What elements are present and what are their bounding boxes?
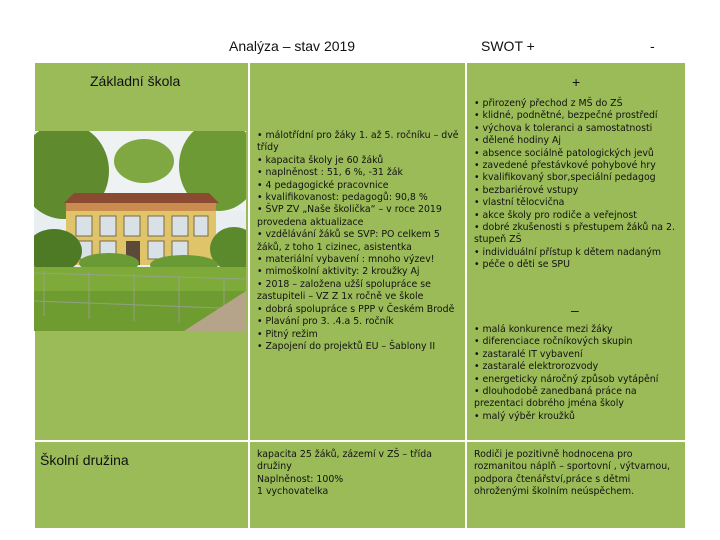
list-item: • dobrá spolupráce s PPP v Českém Brodě: [257, 303, 455, 315]
list-item: • kvalifikovanost: pedagogů: 90,8 %: [257, 192, 428, 204]
list-item: • bezbariérové vstupy: [474, 184, 579, 196]
list-item: • Zapojení do projektů EU – Šablony II: [257, 340, 436, 352]
list-item: • kvalifikovaný sbor,speciální pedagog: [474, 172, 656, 184]
list-item: • zastaralé elektrorozvody: [474, 361, 599, 373]
list-item: • vlastní tělocvična: [474, 197, 565, 209]
list-item: • kapacita školy je 60 žáků: [257, 154, 384, 166]
list-item: • zastaralé IT vybavení: [474, 348, 583, 360]
list-item: • malý výběr kroužků: [474, 410, 575, 422]
list-item: kapacita 25 žáků, zázemí v ZŠ – třída družiny: [257, 449, 432, 473]
school-building-photo: [34, 131, 246, 331]
list-item: • absence sociálně patologických jevů: [474, 147, 654, 159]
list-item: • zavedené přestávkové pohybové hry: [474, 160, 656, 172]
list-item: • materiální vybavení : mnoho výzev!: [257, 254, 435, 266]
list-item: • mimoškolní aktivity: 2 kroužky Aj: [257, 266, 420, 278]
row-heading-zakladni-skola: Základní škola: [90, 73, 181, 89]
list-item: Naplněnost: 100%: [257, 473, 344, 485]
strengths-plus-sign: +: [572, 74, 581, 90]
row-heading-skolni-druzina: Školní družina: [40, 452, 129, 468]
list-item: • výchova k toleranci a samostatnosti: [474, 122, 653, 134]
list-item: • 2018 – založena užší spolupráce se zastupiteli – VZ Z 1x ročně ve škole: [257, 278, 431, 303]
list-item: • dělené hodiny Aj: [474, 135, 562, 147]
list-item: • energeticky náročný způsob vytápění: [474, 373, 659, 385]
list-item: • diferenciace ročníkových skupin: [474, 336, 633, 348]
list-item: • Plavání pro 3. .4.a 5. ročník: [257, 316, 394, 328]
list-item: • Pitný režim: [257, 328, 318, 340]
list-item: • klidné, podnětné, bezpečné prostředí: [474, 110, 658, 122]
list-item: • malá konkurence mezi žáky: [474, 324, 613, 335]
swot-label: SWOT +: [481, 38, 535, 54]
sd-evaluation-text: [474, 449, 684, 499]
weaknesses-minus-sign: –: [571, 302, 579, 318]
zs-facts-list: [257, 130, 463, 353]
strengths-list: [474, 98, 684, 272]
swot-dash: -: [650, 38, 655, 54]
list-item: • 4 pedagogické pracovnice: [257, 179, 389, 191]
weaknesses-list: [474, 324, 684, 423]
list-item: • péče o děti se SPU: [474, 259, 570, 271]
list-item: • dlouhodobě zanedbaná práce na prezentaci dobrého jména školy: [474, 386, 637, 410]
list-item: • málotřídní pro žáky 1. až 5. ročníku – dvě třídy: [257, 130, 459, 154]
list-item: • naplněnost : 51, 6 %, -31 žák: [257, 167, 403, 179]
list-item: • dobré zkušenosti s přestupem žáků na 2. stupeň ZŠ: [474, 222, 675, 246]
list-item: • individuální přístup k dětem nadaným: [474, 246, 662, 258]
list-item: Rodiči je pozitivně hodnocena pro rozmanitou náplň – sportovní , výtvarnou, podpora čtenářství,práce s dětmi ohroženými školním neúspěchem.: [474, 449, 671, 498]
sd-facts-list: [257, 449, 463, 499]
slide-title: Analýza – stav 2019: [229, 38, 356, 54]
list-item: • akce školy pro rodiče a veřejnost: [474, 209, 637, 221]
list-item: • přirozený přechod z MŠ do ZŠ: [474, 98, 623, 109]
list-item: 1 vychovatelka: [257, 486, 329, 498]
list-item: • ŠVP ZV „Naše školička“ – v roce 2019 provedena aktualizace: [257, 204, 442, 228]
list-item: • vzdělávání žáků se SVP: PO celkem 5 žáků, z toho 1 cizinec, asistentka: [257, 229, 440, 253]
